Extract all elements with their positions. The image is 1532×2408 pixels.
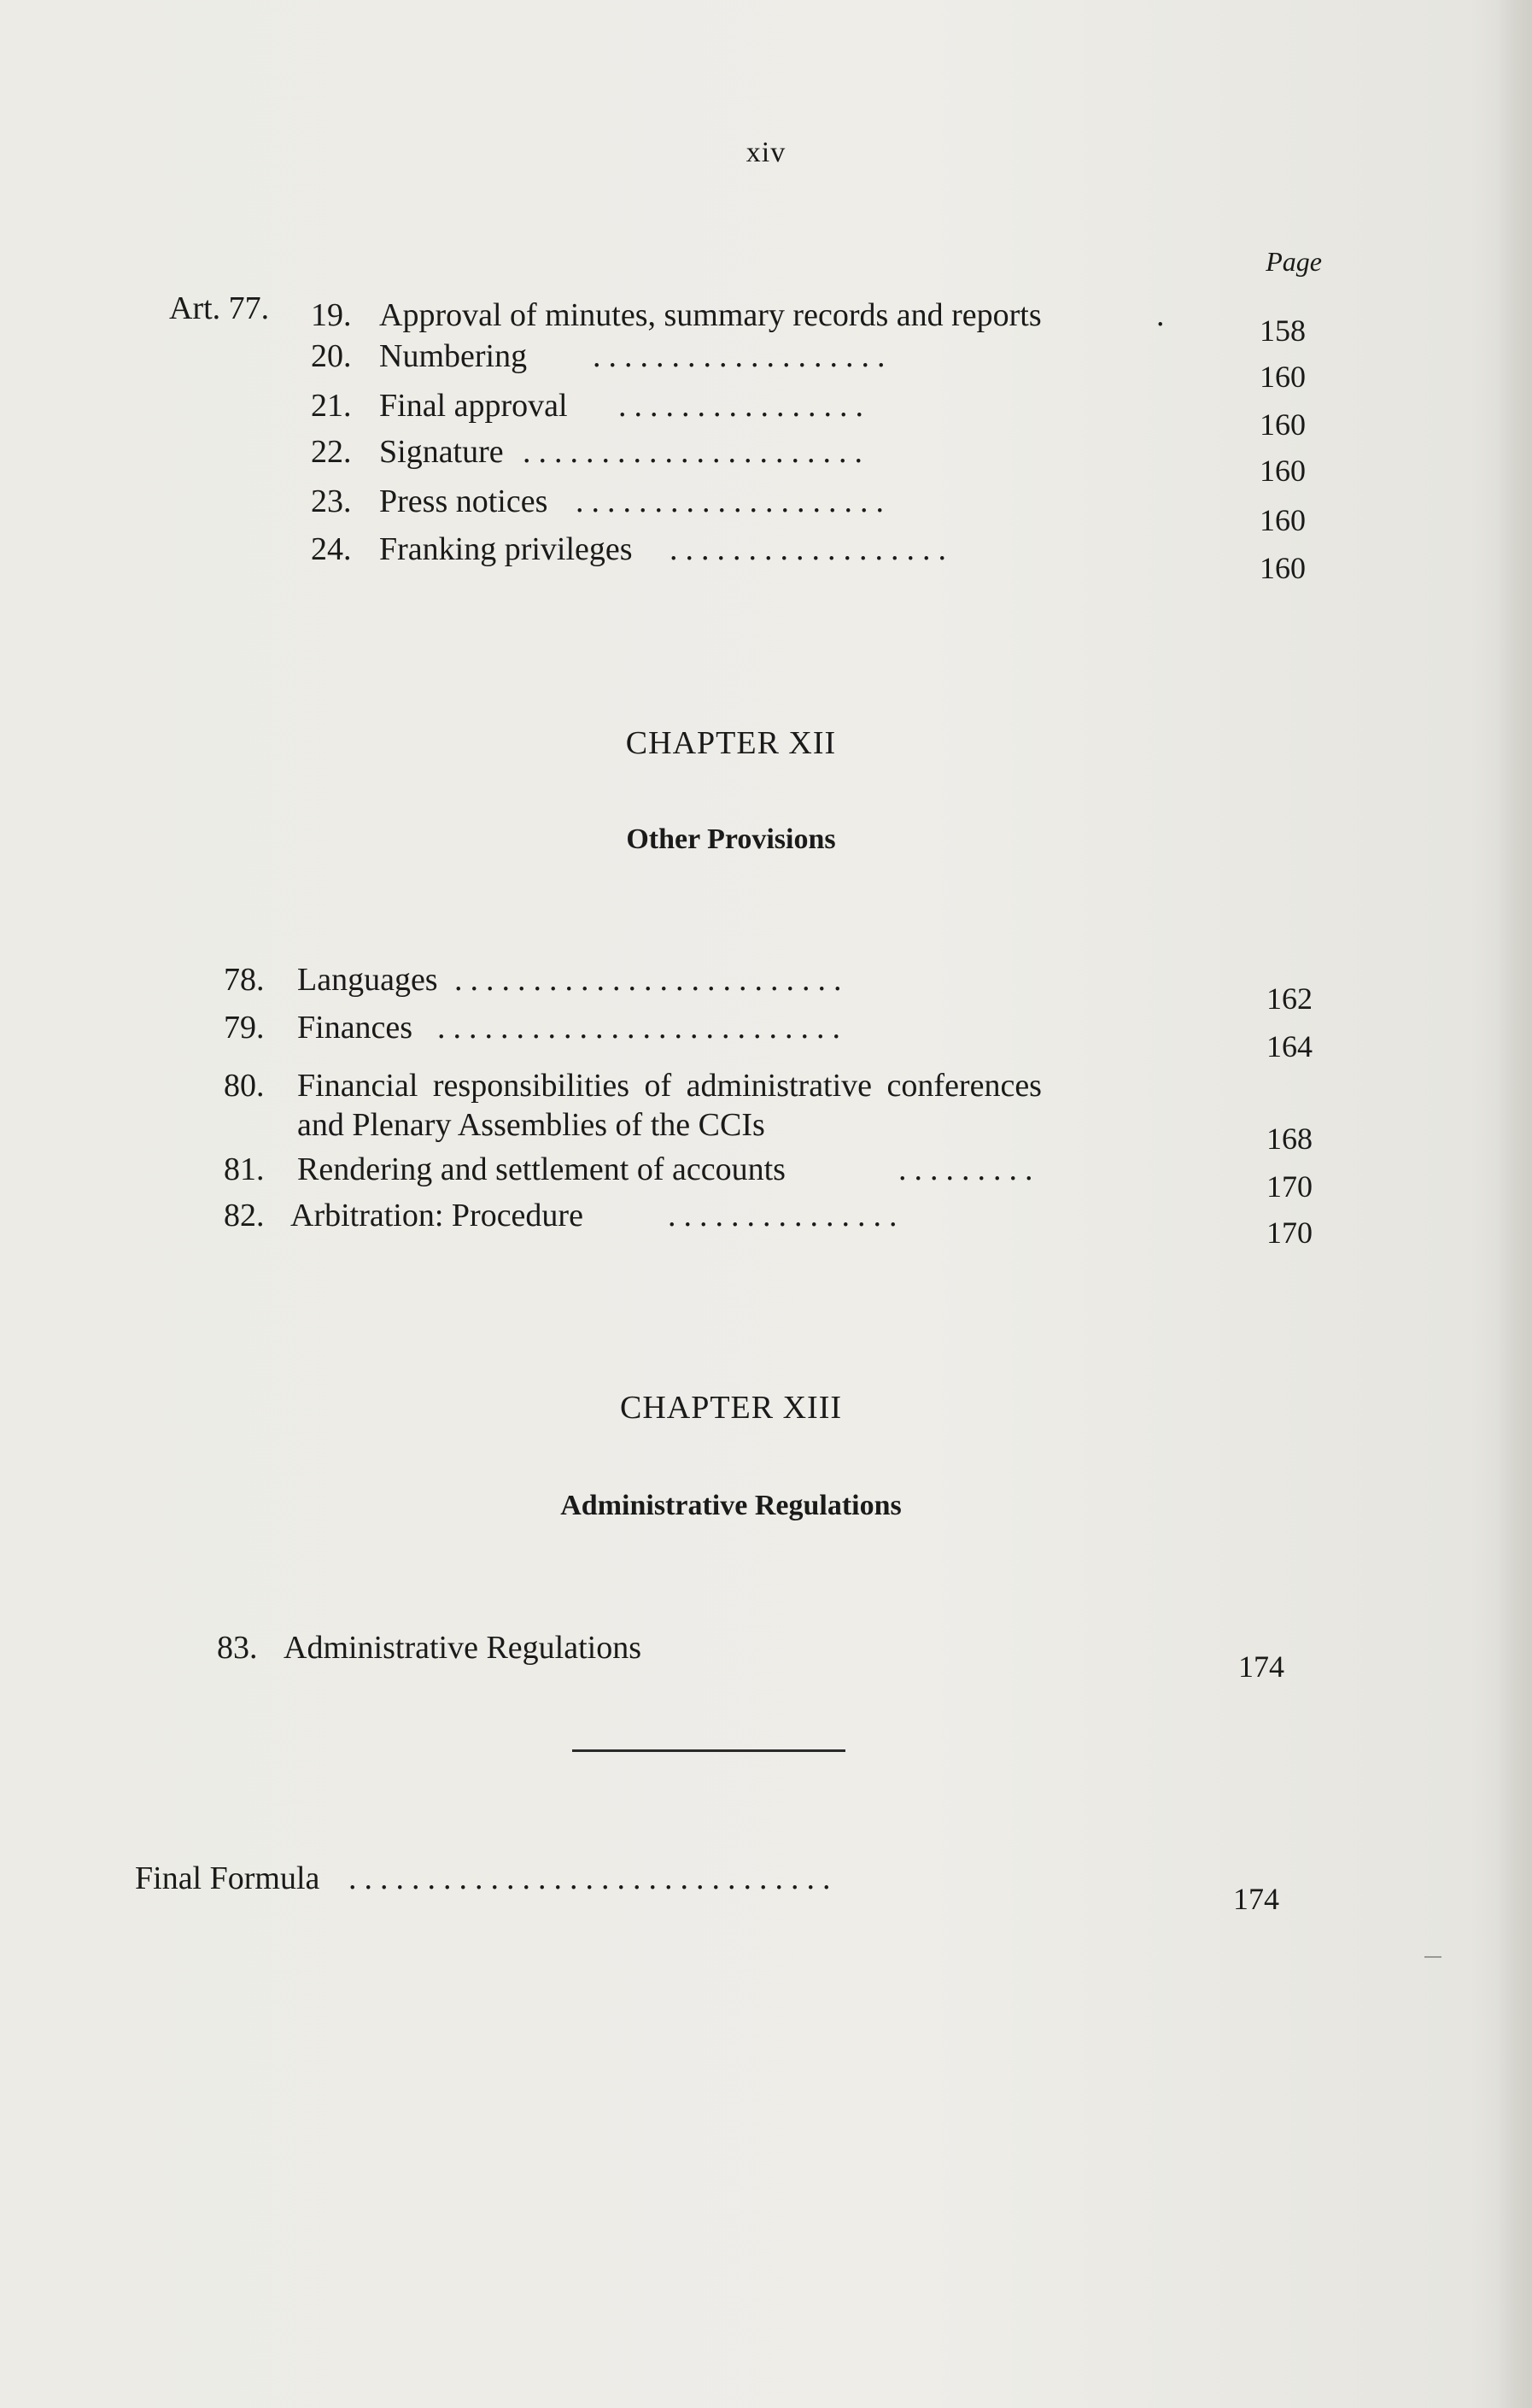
chapter-title: CHAPTER XIII <box>619 1390 843 1426</box>
entry-number: 81. <box>224 1151 265 1187</box>
entry-number: 80. <box>224 1068 265 1104</box>
leader-dots: ............................... <box>348 1860 839 1896</box>
entry-number: 23. <box>311 483 352 519</box>
entry-number: 24. <box>311 531 352 567</box>
toc-entry <box>135 1859 1330 1916</box>
article-label <box>169 289 269 328</box>
toc-entry <box>224 960 1334 1016</box>
entry-number: 22. <box>311 434 352 470</box>
leader-dots: .......................... <box>437 1010 848 1046</box>
toc-entry <box>224 1196 1334 1250</box>
entry-page: 170 <box>1266 1169 1313 1204</box>
entry-title: Finances <box>297 1010 413 1046</box>
entry-page: 160 <box>1260 360 1306 394</box>
leader-dots: ...................... <box>523 434 870 470</box>
leader-dots: .................... <box>576 483 892 519</box>
chapter-title: CHAPTER XII <box>625 725 837 761</box>
entry-number: 21. <box>311 388 352 424</box>
toc-entry <box>311 337 1336 394</box>
toc-entry <box>224 1150 1334 1204</box>
toc-entry <box>224 1008 1334 1063</box>
leader-dots: . <box>1156 297 1172 333</box>
entry-page: 174 <box>1233 1882 1279 1916</box>
toc-entry <box>224 1066 1334 1156</box>
toc-entry <box>311 296 1336 348</box>
leader-dots: ......................... <box>454 962 850 998</box>
entry-title: Franking privileges <box>379 531 633 567</box>
leader-dots: ......... <box>898 1151 1041 1187</box>
entry-title-continued: and Plenary Assemblies of the CCIs <box>297 1107 765 1143</box>
toc-entry <box>311 530 1336 585</box>
entry-number: 82. <box>224 1198 265 1233</box>
margin-mark <box>1424 1956 1441 1958</box>
toc-entry <box>311 386 1336 442</box>
toc-entry <box>311 482 1336 537</box>
entry-page: 168 <box>1266 1122 1313 1156</box>
chapter-subtitle: Administrative Regulations <box>560 1490 902 1521</box>
entry-page: 162 <box>1266 981 1313 1016</box>
entry-title: Signature <box>379 434 504 470</box>
page-column-label: Page <box>1266 246 1322 277</box>
entry-title: Administrative Regulations <box>284 1630 642 1666</box>
chapter-subtitle: Other Provisions <box>626 823 836 855</box>
leader-dots: ............... <box>668 1198 905 1233</box>
entry-number: 19. <box>311 297 352 333</box>
leader-dots: .................. <box>670 531 954 567</box>
entry-page: 164 <box>1266 1029 1313 1063</box>
section-divider <box>572 1749 845 1752</box>
entry-page: 160 <box>1260 551 1306 585</box>
leader-dots: ................... <box>593 338 893 374</box>
entry-title: Numbering <box>379 338 528 374</box>
entry-title: Approval of minutes, summary records and reports <box>379 297 1042 333</box>
entry-number: 20. <box>311 338 352 374</box>
entry-page: 170 <box>1266 1216 1313 1250</box>
entry-number: 83. <box>217 1630 258 1666</box>
art-label: Art. 77. <box>169 290 270 326</box>
entry-page: 158 <box>1260 313 1306 348</box>
entry-title: Languages <box>297 962 438 998</box>
entry-page: 160 <box>1260 454 1306 488</box>
toc-entry <box>311 432 1336 488</box>
entry-title: Financial responsibilities of administrative conferences <box>297 1068 1042 1104</box>
entry-page: 160 <box>1260 503 1306 537</box>
entry-title: Final approval <box>379 388 568 424</box>
entry-title: Final Formula <box>135 1860 320 1896</box>
entry-page: 160 <box>1260 407 1306 442</box>
toc-entry <box>217 1628 1327 1684</box>
entry-title: Arbitration: Procedure <box>290 1198 583 1233</box>
page-edge-shadow <box>1498 0 1532 2408</box>
leader-dots: ................ <box>618 388 871 424</box>
entry-page: 174 <box>1238 1649 1284 1684</box>
entry-title: Rendering and settlement of accounts <box>297 1151 786 1187</box>
page-number: xiv <box>746 137 786 168</box>
entry-number: 79. <box>224 1010 265 1046</box>
entry-title: Press notices <box>379 483 548 519</box>
entry-number: 78. <box>224 962 265 998</box>
